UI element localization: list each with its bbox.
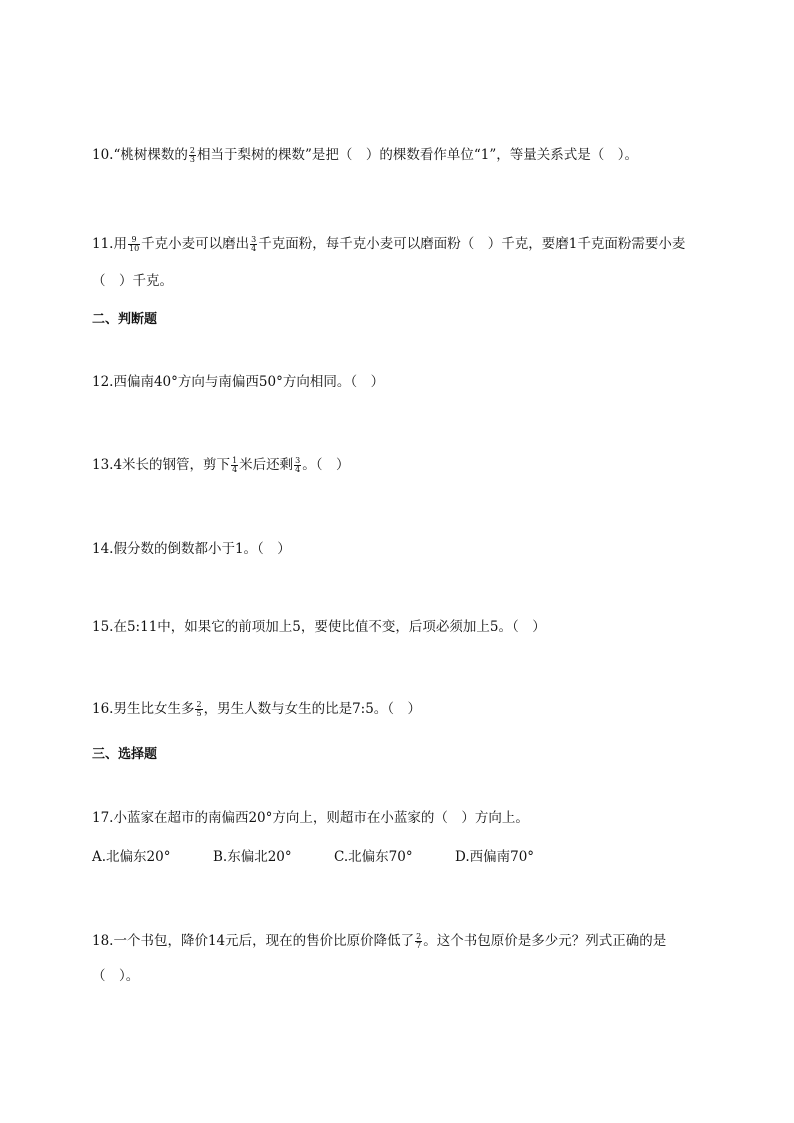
question-14: 14.假分数的倒数都小于1。（ ） <box>92 541 291 557</box>
option-c[interactable]: C.北偏东70° <box>334 849 413 865</box>
section-heading-judgement: 二、判断题 <box>92 312 158 327</box>
section-heading-choice: 三、选择题 <box>92 747 158 762</box>
q11-text-c: 千克面粉，每千克小麦可以磨面粉（ ）千克，要磨1千克面粉需要小麦 <box>258 236 686 252</box>
q16-text-b: ，男生人数与女生的比是7:5。（ ） <box>203 701 422 717</box>
question-16 <box>92 700 421 718</box>
option-d[interactable]: D.西偏南70° <box>455 849 535 865</box>
question-17-options <box>92 848 576 866</box>
q13-fraction-2: $\frac{3}{4}$ <box>295 456 301 474</box>
question-13 <box>92 456 350 474</box>
question-11 <box>92 235 685 253</box>
question-11-line2: （ ）千克。 <box>92 273 173 289</box>
q13-fraction-1: $\frac{1}{4}$ <box>232 456 238 474</box>
q16-text-a: 16.男生比女生多 <box>92 701 195 717</box>
question-10 <box>92 146 638 164</box>
question-15: 15.在5:11中，如果它的前项加上5，要使比值不变，后项必须加上5。（ ） <box>92 619 546 635</box>
q13-text-b: 米后还剩 <box>239 457 294 473</box>
option-a[interactable]: A.北偏东20° <box>92 849 171 865</box>
option-b[interactable]: B.东偏北20° <box>213 849 292 865</box>
q10-fraction: $\frac{2}{3}$ <box>189 146 195 164</box>
q11-fraction-2: $\frac{3}{4}$ <box>251 235 257 253</box>
q13-text-c: 。（ ） <box>302 457 350 473</box>
q11-fraction-1: $\frac{9}{10}$ <box>128 235 140 253</box>
q11-text-b: 千克小麦可以磨出 <box>141 236 250 252</box>
question-12: 12.西偏南40°方向与南偏西50°方向相同。（ ） <box>92 374 385 390</box>
q18-fraction: $\frac{2}{7}$ <box>416 932 422 950</box>
q18-text-b: 。这个书包原价是多少元？列式正确的是 <box>423 933 667 949</box>
question-18-line2: （ ）。 <box>92 968 140 984</box>
q16-fraction: $\frac{2}{5}$ <box>196 700 202 718</box>
question-18 <box>92 932 666 950</box>
q13-text-a: 13.4米长的钢管，剪下 <box>92 457 231 473</box>
q10-text-a: 10.“桃树棵数的 <box>92 147 188 163</box>
q11-text-a: 11.用 <box>92 236 127 252</box>
q18-text-a: 18.一个书包，降价14元后，现在的售价比原价降低了 <box>92 933 415 949</box>
question-17: 17.小蓝家在超市的南偏西20°方向上，则超市在小蓝家的（ ）方向上。 <box>92 810 529 826</box>
q10-text-b: 相当于梨树的棵数”是把（ ）的棵数看作单位“1”，等量关系式是（ ）。 <box>196 147 639 163</box>
